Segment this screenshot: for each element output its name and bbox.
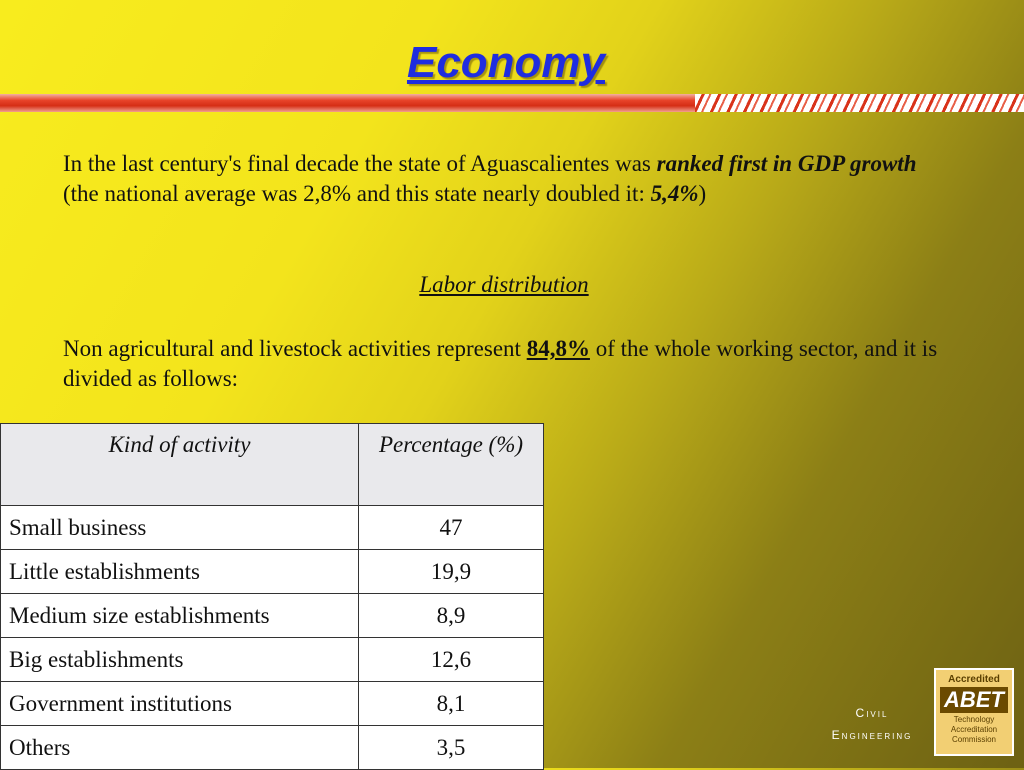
table-row xyxy=(1,638,544,682)
abet-line-2: Accreditation xyxy=(950,725,998,734)
abet-accredited-text: Accredited xyxy=(948,674,1000,685)
table-row xyxy=(1,594,544,638)
table-row xyxy=(1,726,544,770)
divider-striped-segment xyxy=(695,94,1024,112)
activity-cell: Big establishments xyxy=(1,638,359,682)
percentage-cell: 8,9 xyxy=(359,594,544,638)
activity-cell: Government institutions xyxy=(1,682,359,726)
gdp-highlight: ranked first in GDP growth xyxy=(656,151,917,176)
header-kind-of-activity: Kind of activity xyxy=(1,424,359,506)
abet-line-3: Commission xyxy=(951,735,996,744)
percentage-cell: 3,5 xyxy=(359,726,544,770)
header-percentage: Percentage (%) xyxy=(359,424,544,506)
labor-paragraph xyxy=(63,334,943,394)
gdp-paren-start: (the national average was 2,8% and this state nearly doubled it: xyxy=(63,181,651,206)
table-header-row xyxy=(1,424,544,506)
labor-subheading xyxy=(63,270,945,300)
title-divider-bar xyxy=(0,94,1024,112)
gdp-value: 5,4% xyxy=(650,181,699,206)
percentage-cell: 8,1 xyxy=(359,682,544,726)
labor-subheading-text: Labor distribution xyxy=(419,272,589,297)
civil-engineering-label xyxy=(812,702,932,746)
table-row xyxy=(1,550,544,594)
table-row xyxy=(1,506,544,550)
activity-cell: Small business xyxy=(1,506,359,550)
abet-accreditation-badge xyxy=(934,668,1014,756)
percentage-cell: 19,9 xyxy=(359,550,544,594)
gdp-paragraph xyxy=(63,149,943,209)
labor-text: Non agricultural and livestock activities represent xyxy=(63,336,527,361)
activity-cell: Others xyxy=(1,726,359,770)
labor-value: 84,8% xyxy=(526,336,590,361)
table-row xyxy=(1,682,544,726)
activity-cell: Medium size establishments xyxy=(1,594,359,638)
abet-line-1: Technology xyxy=(953,715,995,724)
civil-text: Civil xyxy=(855,706,889,720)
abet-logo: ABET xyxy=(940,687,1008,713)
gdp-paren-end: ) xyxy=(698,181,707,206)
slide-title: Economy xyxy=(406,38,606,87)
gdp-text: In the last century's final decade the state of Aguascalientes was xyxy=(63,151,657,176)
labor-rest: of the whole working sector, and it is divided as follows: xyxy=(63,336,938,391)
percentage-cell: 12,6 xyxy=(359,638,544,682)
engineering-text: Engineering xyxy=(831,728,913,742)
divider-solid-segment xyxy=(0,94,695,112)
percentage-cell: 47 xyxy=(359,506,544,550)
activity-table xyxy=(0,423,544,770)
activity-cell: Little establishments xyxy=(1,550,359,594)
